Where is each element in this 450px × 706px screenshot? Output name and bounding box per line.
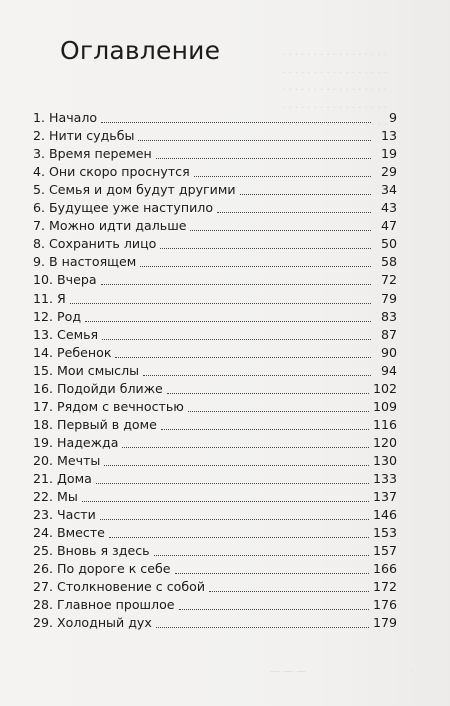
toc-entry: [33, 270, 397, 288]
dot-leader: [100, 519, 369, 520]
toc-entry-page-number: 13: [380, 128, 397, 144]
toc-entry: [33, 126, 397, 144]
dot-leader: [161, 429, 369, 430]
toc-entry-title: 1. Начало: [33, 110, 98, 126]
dot-leader: [96, 483, 369, 484]
toc-entry-page-number: 166: [372, 561, 397, 577]
toc-entry-page-number: 102: [372, 380, 397, 396]
toc-entry-title: 9. В настоящем: [33, 254, 137, 270]
dot-leader: [154, 555, 369, 556]
toc-entry-title: 4. Они скоро проснутся: [33, 164, 190, 180]
toc-entry: [33, 559, 397, 577]
toc-entry-page-number: 79: [380, 290, 397, 306]
toc-entry-title: 13. Семья: [33, 326, 99, 342]
toc-entry: [33, 469, 397, 487]
toc-entry-title: 27. Столкновение с собой: [33, 579, 206, 595]
toc-entry-title: 26. По дороге к себе: [33, 561, 171, 577]
toc-entry-title: 15. Мои смыслы: [33, 362, 140, 378]
dot-leader: [70, 303, 371, 304]
toc-entry: [33, 216, 397, 234]
toc-entry-page-number: 157: [372, 543, 397, 559]
toc-entry-title: 2. Нити судьбы: [33, 128, 135, 144]
toc-entry: [33, 108, 397, 126]
dot-leader: [143, 375, 371, 376]
toc-entry: [33, 397, 397, 415]
toc-entry-page-number: 146: [372, 507, 397, 523]
toc-entry-page-number: 43: [380, 200, 397, 216]
dot-leader: [138, 140, 371, 141]
toc-entry-title: 5. Семья и дом будут другими: [33, 182, 236, 198]
toc-entry: [33, 577, 397, 595]
bleed-through-footer: — — —: [270, 666, 307, 677]
toc-entry-page-number: 72: [380, 272, 397, 288]
toc-entry-title: 22. Мы: [33, 489, 78, 505]
toc-entry-title: 6. Будущее уже наступило: [33, 200, 214, 216]
toc-entry-page-number: 130: [372, 452, 397, 468]
dot-leader: [179, 609, 369, 610]
toc-entry: [33, 523, 397, 541]
dot-leader: [122, 447, 369, 448]
toc-entry: [33, 162, 397, 180]
dot-leader: [240, 194, 371, 195]
toc-entry-page-number: 19: [380, 146, 397, 162]
dot-leader: [85, 321, 371, 322]
toc-entry-title: 16. Подойди ближе: [33, 380, 163, 396]
toc-entry-title: 23. Части: [33, 507, 96, 523]
toc-entry-title: 21. Дома: [33, 470, 92, 486]
dot-leader: [82, 501, 369, 502]
toc-entry: [33, 198, 397, 216]
toc-entry: [33, 451, 397, 469]
toc-entry-page-number: 153: [372, 525, 397, 541]
toc-entry: [33, 307, 397, 325]
toc-entry-page-number: 172: [372, 579, 397, 595]
dot-leader: [101, 284, 371, 285]
dot-leader: [190, 230, 371, 231]
dot-leader: [156, 627, 369, 628]
toc-entry: [33, 379, 397, 397]
dot-leader: [101, 122, 371, 123]
dot-leader: [102, 339, 371, 340]
toc-entry-page-number: 90: [380, 344, 397, 360]
toc-entry-page-number: 47: [380, 218, 397, 234]
toc-entry-title: 11. Я: [33, 290, 66, 306]
toc-entry-page-number: 58: [380, 254, 397, 270]
dot-leader: [188, 411, 369, 412]
dot-leader: [140, 266, 371, 267]
toc-entry-page-number: 179: [372, 615, 397, 631]
toc-entry-page-number: 87: [380, 326, 397, 342]
toc-entry: [33, 180, 397, 198]
toc-entry-page-number: 120: [372, 434, 397, 450]
dot-leader: [160, 248, 371, 249]
toc-entry-page-number: 137: [372, 489, 397, 505]
dot-leader: [217, 212, 371, 213]
toc-entry: [33, 361, 397, 379]
toc-entry-page-number: 50: [380, 236, 397, 252]
toc-entry-title: 7. Можно идти дальше: [33, 218, 187, 234]
dot-leader: [167, 393, 369, 394]
toc-entry: [33, 487, 397, 505]
toc-entry: [33, 433, 397, 451]
toc-entry-title: 28. Главное прошлое: [33, 597, 175, 613]
toc-entry: [33, 595, 397, 613]
dot-leader: [209, 591, 369, 592]
dot-leader: [115, 357, 371, 358]
toc-entry: [33, 541, 397, 559]
toc-entry-title: 14. Ребенок: [33, 344, 112, 360]
toc-entry-page-number: 94: [380, 362, 397, 378]
toc-entry-title: 18. Первый в доме: [33, 416, 157, 432]
bleed-through-text: . . . . . . . . . . . . . . . . . . . . . . . . . . . . . . . . . . . . . . . . . . . . . . . . . . . . . . . . . . . . . . . . . . . . . . . . . . . . . . . . . . . . .: [282, 47, 387, 128]
dot-leader: [194, 176, 371, 177]
toc-entry-page-number: 133: [372, 470, 397, 486]
toc-entry-page-number: 9: [388, 110, 397, 126]
toc-entry-title: 29. Холодный дух: [33, 615, 152, 631]
toc-entry-title: 3. Время перемен: [33, 146, 152, 162]
page-title: Оглавление: [60, 36, 221, 65]
toc-entry-title: 25. Вновь я здесь: [33, 543, 150, 559]
dot-leader: [109, 537, 369, 538]
toc-entry-page-number: 176: [372, 597, 397, 613]
toc-entry: [33, 613, 397, 631]
dot-leader: [175, 573, 369, 574]
toc-entry-title: 17. Рядом с вечностью: [33, 398, 184, 414]
toc-entry-title: 8. Сохранить лицо: [33, 236, 157, 252]
toc-entry-page-number: 34: [380, 182, 397, 198]
table-of-contents: [33, 108, 397, 631]
toc-entry: [33, 252, 397, 270]
toc-entry-title: 10. Вчера: [33, 272, 97, 288]
toc-entry: [33, 505, 397, 523]
toc-entry: [33, 234, 397, 252]
bleed-through-page-number: ·: [410, 666, 414, 677]
toc-entry: [33, 144, 397, 162]
toc-entry-page-number: 116: [372, 416, 397, 432]
toc-entry-title: 19. Надежда: [33, 434, 119, 450]
dot-leader: [156, 158, 371, 159]
toc-entry-title: 24. Вместе: [33, 525, 105, 541]
toc-entry-page-number: 29: [380, 164, 397, 180]
toc-entry-title: 12. Род: [33, 308, 82, 324]
toc-entry: [33, 288, 397, 306]
toc-entry: [33, 343, 397, 361]
dot-leader: [104, 465, 369, 466]
toc-entry-title: 20. Мечты: [33, 452, 101, 468]
toc-entry-page-number: 83: [380, 308, 397, 324]
toc-entry: [33, 415, 397, 433]
toc-entry: [33, 325, 397, 343]
toc-entry-page-number: 109: [372, 398, 397, 414]
